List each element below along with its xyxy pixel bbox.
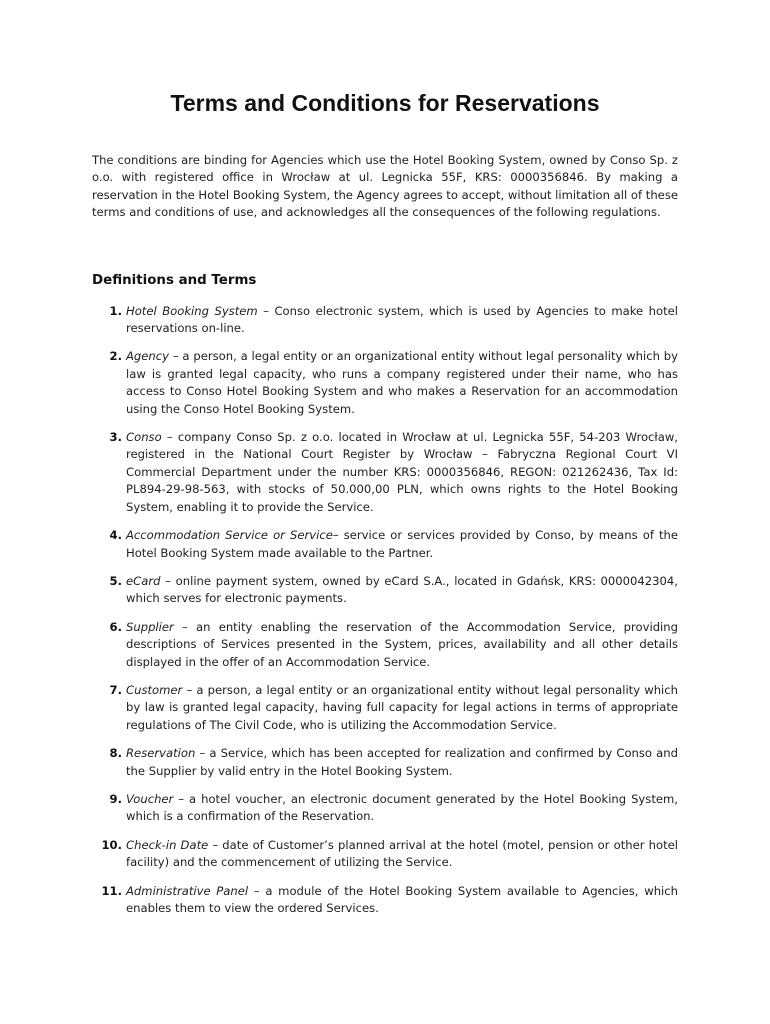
- definition-number: 6 .: [92, 619, 122, 636]
- definition-text: – a person, a legal entity or an organizational entity without legal personality which by law is granted legal capacity, who runs a company registered under their name, who has access to Conso Hotel Booking System and who makes a Reservation for an accommodation using the Conso Hotel Booking System.: [126, 349, 678, 416]
- definition-text: – a module of the Hotel Booking System available to Agencies, which enables them to view the ordered Services.: [126, 883, 678, 915]
- definition-term: Voucher: [126, 791, 174, 806]
- definition-item: [92, 429, 678, 516]
- definition-term: Supplier: [126, 619, 174, 634]
- intro-paragraph: The conditions are binding for Agencies which use the Hotel Booking System, owned by Conso Sp. z o.o. with registered office in Wrocław at ul. Legnicka 55F, KRS: 0000356846. By making a reservation in the Hotel Booking System, the Agency agrees to accept, without limitation all of these terms and conditions of use, and acknowledges all the consequences of the following regulations.: [92, 153, 678, 220]
- definition-text: – date of Customer’s planned arrival at the hotel (motel, pension or other hotel facility) and the commencement of utilizing the Service.: [126, 837, 678, 870]
- definition-term: Reservation: [126, 746, 196, 761]
- definition-number: 9 .: [92, 791, 122, 808]
- definition-item: [92, 348, 678, 418]
- definition-number: 4 .: [92, 527, 122, 544]
- definition-term: eCard: [126, 573, 161, 588]
- definition-term: Conso: [126, 430, 162, 445]
- definition-term: Agency: [126, 349, 170, 364]
- definition-number: 8 .: [92, 745, 122, 762]
- definition-text: – online payment system, owned by eCard S.A., located in Gdańsk, KRS: 0000042304, which serves for electronic payments.: [126, 573, 678, 606]
- definition-number: 10 .: [92, 837, 122, 854]
- definition-item: [92, 791, 678, 826]
- definition-item: [92, 527, 678, 562]
- definition-item: [92, 573, 678, 608]
- definition-item: [92, 745, 678, 780]
- definition-number: 7 .: [92, 682, 122, 699]
- definition-term: Accommodation Service or Service: [126, 528, 333, 543]
- definition-item: [92, 619, 678, 671]
- document-title: Terms and Conditions for Reservations: [170, 90, 600, 116]
- definition-term: Check-in Date: [126, 837, 209, 852]
- definition-item: [92, 837, 678, 872]
- definition-text: – a Service, which has been accepted for realization and confirmed by Conso and the Supplier by valid entry in the Hotel Booking System.: [126, 746, 678, 778]
- section-title: Definitions and Terms: [92, 272, 257, 288]
- definition-item: [92, 883, 678, 918]
- definition-text: – a person, a legal entity or an organizational entity without legal personality which by law is granted legal capacity, having full capacity for legal actions in terms of appropriate regulations of The Civil Code, who is utilizing the Accommodation Service.: [126, 682, 678, 732]
- definition-number: 11 .: [92, 883, 122, 900]
- definition-text: – a hotel voucher, an electronic document generated by the Hotel Booking System, which is a confirmation of the Reservation.: [126, 791, 678, 824]
- definition-number: 3 .: [92, 429, 122, 446]
- definition-text: – service or services provided by Conso, by means of the Hotel Booking System made available to the Partner.: [126, 528, 678, 560]
- definition-term: Customer: [126, 682, 183, 697]
- definition-text: – an entity enabling the reservation of the Accommodation Service, providing descriptions of Services presented in the System, prices, availability and all other details displayed in the offer of an Accommodation Service.: [126, 619, 678, 669]
- definition-text: – company Conso Sp. z o.o. located in Wrocław at ul. Legnicka 55F, 54-203 Wrocław, registered in the National Court Register by Wrocław – Fabryczna Regional Court VI Commercial Department under the number KRS: 0000356846, REGON: 021262436, Tax Id: PL894-29-98-563, with stocks of 50.000,00 PLN, which owns rights to the Hotel Booking System, enabling it to provide the Service.: [126, 430, 678, 514]
- definition-term: Hotel Booking System: [126, 303, 258, 318]
- definition-item: [92, 682, 678, 734]
- definitions-list: [92, 303, 678, 918]
- definition-term: Administrative Panel: [126, 883, 249, 898]
- definition-item: [92, 303, 678, 338]
- definition-number: 5 .: [92, 573, 122, 590]
- definition-number: 1 .: [92, 303, 122, 320]
- definition-number: 2 .: [92, 348, 122, 365]
- definition-text: – Conso electronic system, which is used by Agencies to make hotel reservations on-line.: [126, 303, 678, 336]
